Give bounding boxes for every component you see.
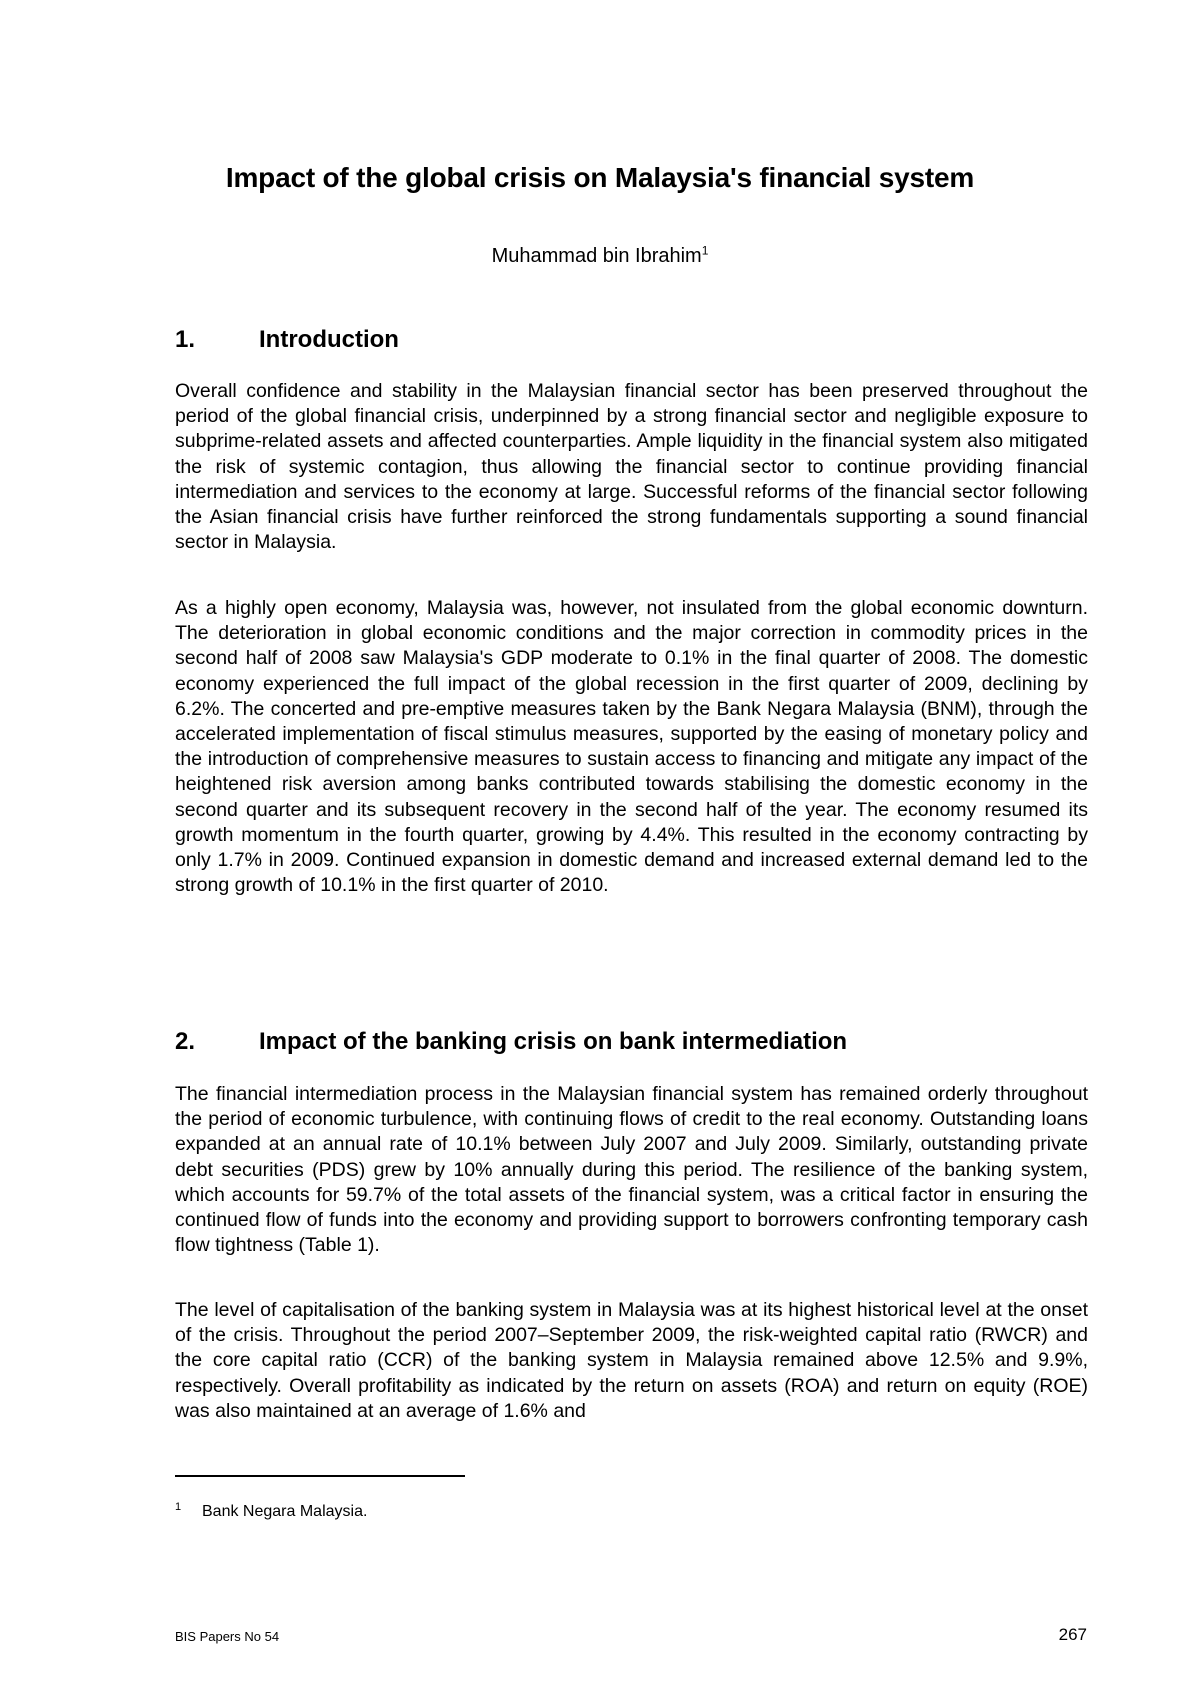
section-1-title: Introduction <box>259 326 399 353</box>
section-1-paragraph-1: Overall confidence and stability in the Malaysian financial sector has been preserved throughout the period of the global financial crisis, underpinned by a strong financial sector and negligible exposure to subprime-related assets and affected counterparties. Ample liquidity in the financial system also mitigated the risk of systemic contagion, thus allowing the financial sector to continue providing financial intermediation and services to the economy at large. Successful reforms of the financial sector following the Asian financial crisis have further reinforced the strong fundamentals supporting a sound financial sector in Malaysia. <box>175 380 1088 554</box>
footer-publication: BIS Papers No 54 <box>175 1629 280 1644</box>
paper-title: Impact of the global crisis on Malaysia's financial system <box>225 161 975 193</box>
section-2-heading <box>175 1028 847 1056</box>
footnote-1-mark: 1 <box>175 1501 182 1513</box>
section-1-paragraph-2: As a highly open economy, Malaysia was, however, not insulated from the global economic downturn. The deterioration in global economic conditions and the major correction in commodity prices in the second half of 2008 saw Malaysia's GDP moderate to 0.1% in the final quarter of 2008. The domestic economy experienced the full impact of the global recession in the first quarter of 2009, declining by 6.2%. The concerted and pre-emptive measures taken by the Bank Negara Malaysia (BNM), through the accelerated implementation of fiscal stimulus measures, supported by the easing of monetary policy and the introduction of comprehensive measures to sustain access to financing and mitigate any impact of the heightened risk aversion among banks contributed towards stabilising the domestic economy in the second quarter and its subsequent recovery in the second half of the year. The economy resumed its growth momentum in the fourth quarter, growing by 4.4%. This resulted in the economy contracting by only 1.7% in 2009. Continued expansion in domestic demand and increased external demand led to the strong growth of 10.1% in the first quarter of 2010. <box>175 597 1088 897</box>
footnote-1 <box>175 1503 367 1521</box>
author-footnote-mark[interactable]: 1 <box>701 243 709 258</box>
section-2-paragraph-2: The level of capitalisation of the banking system in Malaysia was at its highest historical level at the onset of the crisis. Throughout the period 2007–September 2009, the risk-weighted capital ratio (RWCR) and the core capital ratio (CCR) of the banking system in Malaysia remained above 12.5% and 9.9%, respectively. Overall profitability as indicated by the return on assets (ROA) and return on equity (ROE) was also maintained at an average of 1.6% and <box>175 1299 1088 1422</box>
author-line <box>0 245 1200 268</box>
section-2-paragraph-1: The financial intermediation process in the Malaysian financial system has remained orderly throughout the period of economic turbulence, with continuing flows of credit to the real economy. Outstanding loans expanded at an annual rate of 10.1% between July 2007 and July 2009. Similarly, outstanding private debt securities (PDS) grew by 10% annually during this period. The resilience of the banking system, which accounts for 59.7% of the total assets of the financial system, was a critical factor in ensuring the continued flow of funds into the economy and providing support to borrowers confronting temporary cash flow tightness (Table 1). <box>175 1083 1088 1257</box>
section-1-heading <box>175 326 399 354</box>
footnote-1-text: Bank Negara Malaysia. <box>202 1503 368 1520</box>
section-2-number: 2. <box>175 1028 196 1055</box>
section-2-title: Impact of the banking crisis on bank intermediation <box>259 1028 848 1055</box>
footer-page-number: 267 <box>1058 1625 1087 1644</box>
footnote-divider <box>175 1475 465 1477</box>
section-1-number: 1. <box>175 326 196 353</box>
author-name: Muhammad bin Ibrahim <box>491 245 702 267</box>
